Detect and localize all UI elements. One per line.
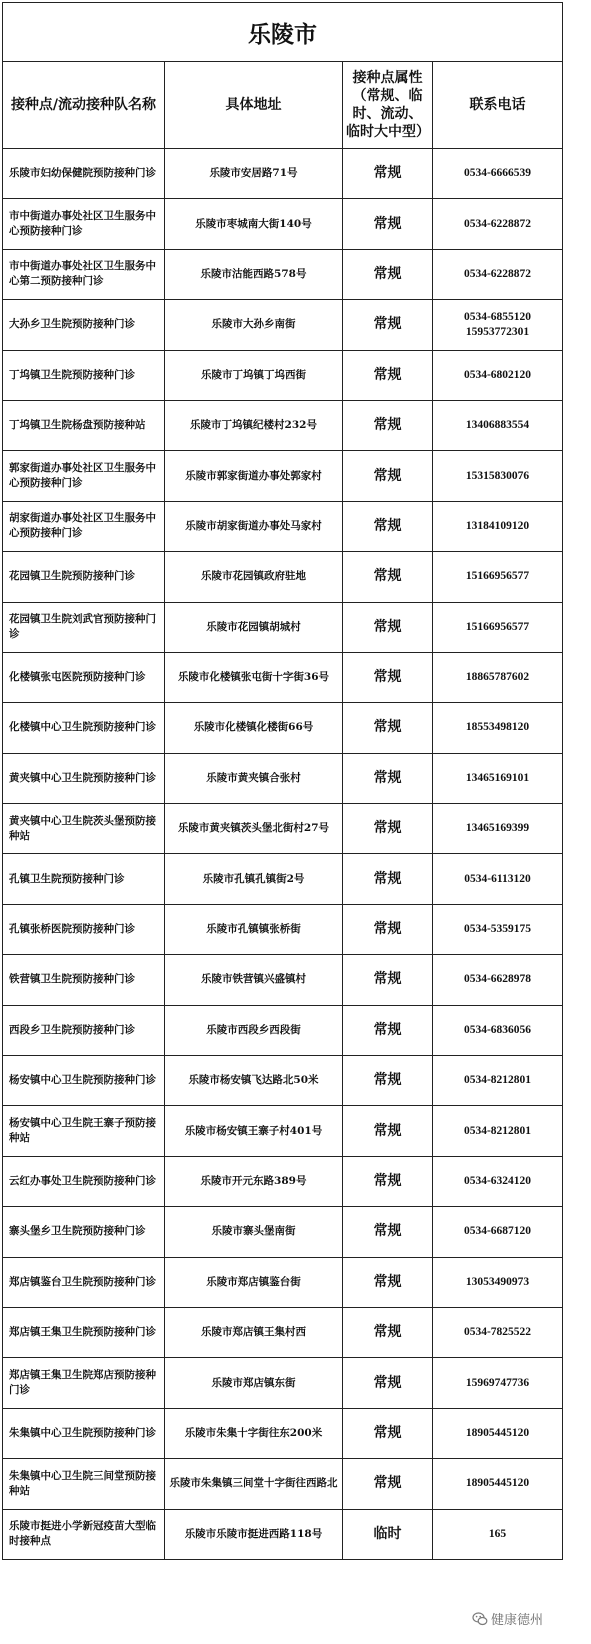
phone-cell [433,1005,563,1055]
site-name-cell: 化楼镇张屯医院预防接种门诊 [3,652,165,702]
site-name-cell: 西段乡卫生院预防接种门诊 [3,1005,165,1055]
phone-number: 0534-8212801 [463,1124,532,1137]
table-row [3,1156,563,1206]
site-type-cell: 常规 [343,350,433,400]
phone-number: 13184109120 [465,519,530,532]
phone-cell [433,854,563,904]
site-type-cell: 常规 [343,1056,433,1106]
address-cell: 乐陵市西段乡西段街 [165,1005,343,1055]
phone-cell [433,400,563,450]
site-name-cell: 杨安镇中心卫生院预防接种门诊 [3,1056,165,1106]
address-cell: 乐陵市乐陵市挺进西路118号 [165,1509,343,1559]
site-type-cell: 临时 [343,1509,433,1559]
table-row [3,1509,563,1559]
site-type-cell: 常规 [343,1106,433,1156]
table-row [3,1207,563,1257]
phone-number: 13465169101 [465,771,530,784]
table-row [3,451,563,501]
phone-cell [433,602,563,652]
site-name-cell: 郭家街道办事处社区卫生服务中心预防接种门诊 [3,451,165,501]
site-type-cell: 常规 [343,1307,433,1357]
phone-number: 18905445120 [465,1477,530,1490]
phone-cell [433,1207,563,1257]
phone-number: 15166956577 [465,570,530,583]
site-name-cell: 孔镇张桥医院预防接种门诊 [3,904,165,954]
phone-number: 0534-6628978 [463,973,532,986]
phone-number: 0534-6687120 [463,1225,532,1238]
table-title: 乐陵市 [3,3,563,62]
phone-cell [433,552,563,602]
address-cell: 乐陵市化楼镇张屯街十字街36号 [165,652,343,702]
site-type-cell: 常规 [343,602,433,652]
phone-cell [433,451,563,501]
site-name-cell: 丁坞镇卫生院预防接种门诊 [3,350,165,400]
phone-number: 0534-7825522 [463,1326,532,1339]
site-name-cell: 郑店镇王集卫生院预防接种门诊 [3,1307,165,1357]
table-body [3,149,563,1560]
table-row [3,1106,563,1156]
site-type-cell: 常规 [343,249,433,299]
site-name-cell: 云红办事处卫生院预防接种门诊 [3,1156,165,1206]
site-type-cell: 常规 [343,703,433,753]
phone-number: 13053490973 [465,1275,530,1288]
phone-cell [433,955,563,1005]
address-cell: 乐陵市黄夹镇茨头堡北街村27号 [165,804,343,854]
site-name-cell: 杨安镇中心卫生院王寨子预防接种站 [3,1106,165,1156]
phone-cell [433,804,563,854]
address-cell: 乐陵市黄夹镇合张村 [165,753,343,803]
site-name-cell: 朱集镇中心卫生院预防接种门诊 [3,1408,165,1458]
site-type-cell: 常规 [343,753,433,803]
site-name-cell: 胡家街道办事处社区卫生服务中心预防接种门诊 [3,501,165,551]
table-row [3,149,563,199]
table-row [3,1056,563,1106]
phone-cell [433,199,563,249]
table-row [3,1005,563,1055]
phone-number: 18553498120 [465,721,530,734]
wechat-icon [472,1611,488,1627]
phone-number: 0534-6324120 [463,1175,532,1187]
address-cell: 乐陵市花园镇胡城村 [165,602,343,652]
column-header-name: 接种点/流动接种队名称 [3,62,165,149]
column-header-type: 接种点属性（常规、临时、流动、临时大中型） [343,62,433,149]
address-cell: 乐陵市开元东路389号 [165,1156,343,1206]
site-name-cell: 黄夹镇中心卫生院茨头堡预防接种站 [3,804,165,854]
site-type-cell: 常规 [343,149,433,199]
site-type-cell: 常规 [343,1207,433,1257]
site-name-cell: 花园镇卫生院预防接种门诊 [3,552,165,602]
site-name-cell: 黄夹镇中心卫生院预防接种门诊 [3,753,165,803]
phone-cell [433,1156,563,1206]
site-name-cell: 花园镇卫生院刘武官预防接种门诊 [3,602,165,652]
address-cell: 乐陵市化楼镇化楼街66号 [165,703,343,753]
site-type-cell: 常规 [343,400,433,450]
site-type-cell: 常规 [343,854,433,904]
watermark-text: 健康德州 [491,1613,544,1628]
phone-number: 0534-6802120 [463,368,532,381]
table-row [3,1408,563,1458]
site-name-cell: 大孙乡卫生院预防接种门诊 [3,300,165,350]
site-type-cell: 常规 [343,1459,433,1509]
phone-cell [433,1106,563,1156]
phone-cell [433,1307,563,1357]
phone-cell [433,1408,563,1458]
table-row [3,400,563,450]
phone-cell [433,904,563,954]
address-cell: 乐陵市孔镇镇张桥街 [165,904,343,954]
site-type-cell: 常规 [343,1005,433,1055]
table-row [3,804,563,854]
address-cell: 乐陵市胡家街道办事处马家村 [165,501,343,551]
address-cell: 乐陵市郑店镇鉴台街 [165,1257,343,1307]
phone-number: 165 [488,1527,507,1540]
address-cell: 乐陵市朱集十字街往东200米 [165,1408,343,1458]
table-row [3,753,563,803]
site-type-cell: 常规 [343,501,433,551]
phone-cell [433,703,563,753]
column-header-address: 具体地址 [165,62,343,149]
address-cell: 乐陵市安居路71号 [165,149,343,199]
site-type-cell: 常规 [343,1257,433,1307]
site-type-cell: 常规 [343,451,433,501]
table-row [3,854,563,904]
site-name-cell: 乐陵市妇幼保健院预防接种门诊 [3,149,165,199]
phone-number: 15315830076 [465,469,530,482]
site-name-cell: 郑店镇王集卫生院郑店预防接种门诊 [3,1358,165,1408]
phone-cell [433,652,563,702]
address-cell: 乐陵市枣城南大街140号 [165,199,343,249]
site-name-cell: 市中街道办事处社区卫生服务中心第二预防接种门诊 [3,249,165,299]
vaccination-site-table [2,2,563,1560]
table-row [3,350,563,400]
phone-cell [433,300,563,350]
phone-number: 0534-6228872 [463,217,532,230]
address-cell: 乐陵市丁坞镇丁坞西街 [165,350,343,400]
phone-number: 0534-6113120 [464,872,531,885]
table-row [3,1257,563,1307]
vaccination-site-table-sheet [2,2,562,1560]
site-type-cell: 常规 [343,552,433,602]
site-name-cell: 寨头堡乡卫生院预防接种门诊 [3,1207,165,1257]
phone-number: 0534-5359175 [463,923,532,936]
site-name-cell: 郑店镇鉴台卫生院预防接种门诊 [3,1257,165,1307]
address-cell: 乐陵市郑店镇东街 [165,1358,343,1408]
phone-number: 0534-6855120 [463,310,532,323]
table-row [3,1459,563,1509]
table-row [3,249,563,299]
site-type-cell: 常规 [343,1408,433,1458]
address-cell: 乐陵市杨安镇王寨子村401号 [165,1106,343,1156]
table-row [3,300,563,350]
phone-number: 15969747736 [465,1376,530,1389]
phone-number: 15166956577 [465,620,530,633]
phone-number: 18905445120 [465,1426,530,1439]
table-row [3,602,563,652]
phone-number: 0534-6836056 [463,1023,532,1036]
site-name-cell: 铁营镇卫生院预防接种门诊 [3,955,165,1005]
table-row [3,955,563,1005]
phone-cell [433,350,563,400]
site-name-cell: 丁坞镇卫生院杨盘预防接种站 [3,400,165,450]
phone-number: 18865787602 [465,671,530,684]
site-name-cell: 化楼镇中心卫生院预防接种门诊 [3,703,165,753]
site-type-cell: 常规 [343,1358,433,1408]
header-row [3,62,563,149]
table-row [3,652,563,702]
phone-cell [433,501,563,551]
address-cell: 乐陵市铁营镇兴盛镇村 [165,955,343,1005]
site-type-cell: 常规 [343,955,433,1005]
phone-cell [433,1056,563,1106]
address-cell: 乐陵市寨头堡南街 [165,1207,343,1257]
site-name-cell: 市中街道办事处社区卫生服务中心预防接种门诊 [3,199,165,249]
title-row [3,3,563,62]
phone-cell [433,1459,563,1509]
phone-cell [433,1509,563,1559]
site-type-cell: 常规 [343,300,433,350]
phone-number: 0534-6228872 [463,267,532,280]
site-type-cell: 常规 [343,804,433,854]
phone-number: 0534-8212801 [463,1074,532,1087]
address-cell: 乐陵市郑店镇王集村西 [165,1307,343,1357]
address-cell: 乐陵市郭家街道办事处郭家村 [165,451,343,501]
phone-cell [433,149,563,199]
phone-cell [433,753,563,803]
phone-number: 13465169399 [465,822,530,835]
site-name-cell: 孔镇卫生院预防接种门诊 [3,854,165,904]
address-cell: 乐陵市杨安镇飞达路北50米 [165,1056,343,1106]
table-row [3,1358,563,1408]
site-type-cell: 常规 [343,652,433,702]
phone-cell [433,1358,563,1408]
address-cell: 乐陵市花园镇政府驻地 [165,552,343,602]
table-row [3,552,563,602]
table-row [3,199,563,249]
site-name-cell: 朱集镇中心卫生院三间堂预防接种站 [3,1459,165,1509]
address-cell: 乐陵市朱集镇三间堂十字街往西路北 [165,1459,343,1509]
address-cell: 乐陵市丁坞镇纪楼村232号 [165,400,343,450]
column-header-phone: 联系电话 [433,62,563,149]
site-type-cell: 常规 [343,904,433,954]
address-cell: 乐陵市沽能西路578号 [165,249,343,299]
site-name-cell: 乐陵市挺进小学新冠疫苗大型临时接种点 [3,1509,165,1559]
site-type-cell: 常规 [343,1156,433,1206]
table-row [3,904,563,954]
address-cell: 乐陵市大孙乡南街 [165,300,343,350]
phone-cell [433,249,563,299]
watermark [470,1608,545,1629]
phone-cell [433,1257,563,1307]
site-type-cell: 常规 [343,199,433,249]
phone-number: 0534-6666539 [463,167,532,180]
address-cell: 乐陵市孔镇孔镇街2号 [165,854,343,904]
table-row [3,501,563,551]
table-row [3,1307,563,1357]
phone-number: 15953772301 [465,325,530,338]
phone-number: 13406883554 [465,419,530,432]
table-row [3,703,563,753]
